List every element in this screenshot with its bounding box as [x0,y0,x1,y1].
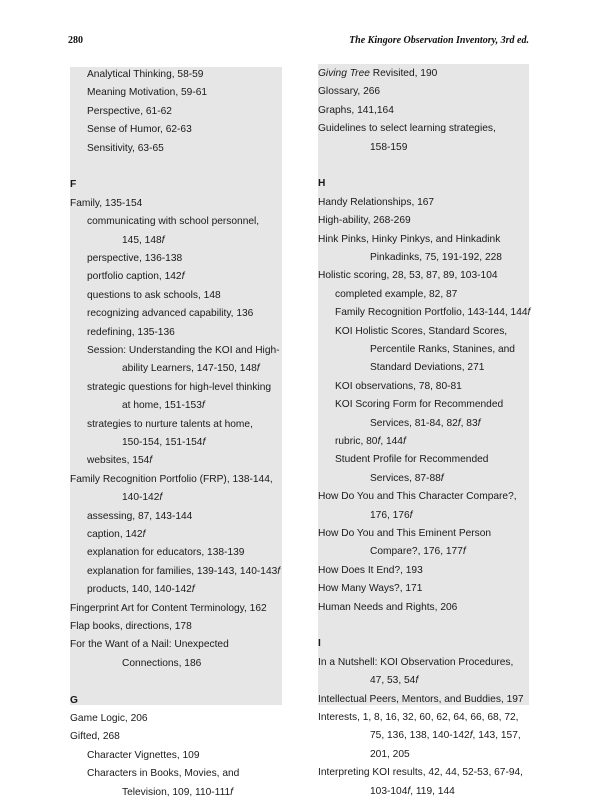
entry-italic-title: Giving Tree [318,68,370,79]
index-entry [70,658,201,670]
figure-marker: f [230,786,234,798]
entry-text: completed example, 82, 87 [335,288,458,300]
figure-marker: f [402,436,406,447]
index-entry [70,768,239,780]
entry-text: Analytical Thinking, 58-59 [87,69,204,80]
figure-marker: f [191,584,195,596]
entry-text: products, 140, 140-142 [87,584,192,596]
entry-text: 158-159 [370,141,408,153]
entry-text: at home, 151-153 [122,400,202,412]
entry-text: recognizing advanced capability, 136 [87,308,254,320]
entry-text: Intellectual Peers, Mentors, and Buddies, 197 [318,693,524,705]
index-entry [70,290,221,302]
index-entry [318,436,406,448]
index-entry [318,123,496,135]
entry-text: questions to ask schools, 148 [87,289,221,301]
index-entry [318,491,517,503]
figure-marker: f [477,417,481,429]
entry-text: Meaning Motivation, 59-61 [87,87,208,99]
figure-marker: f [201,400,205,412]
figure-marker: f [377,436,381,447]
entry-text: redefining, 135-136 [87,326,175,338]
figure-marker: f [161,234,165,246]
index-entry [70,511,192,523]
entry-text-tail: , 143, 157, [472,730,521,742]
entry-text: Sensitivity, 63-65 [87,142,164,154]
figure-marker: f [149,455,153,467]
index-entry [70,621,192,633]
index-entry [318,767,523,779]
entry-text: 201, 205 [370,748,410,760]
index-entry [70,639,229,651]
figure-marker: f [407,785,411,797]
entry-text: Session: Understanding the KOI and High- [87,345,280,356]
entry-text: Services, 81-84, 82 [370,417,458,429]
index-entry [70,455,152,467]
figure-marker: f [415,675,419,687]
entry-text: Family, 135-154 [70,197,143,209]
index-letter-heading [318,638,321,650]
entry-text: Game Logic, 206 [70,713,148,724]
entry-text: portfolio caption, 142 [87,271,182,283]
index-entry [70,345,280,357]
index-letter-heading [70,179,76,191]
index-entry [318,381,462,393]
entry-text: Sense of Humor, 62-63 [87,124,192,136]
index-entry [70,216,259,228]
entry-text: Compare?, 176, 177 [370,546,463,558]
entry-text: ability Learners, 147-150, 148 [122,363,257,375]
entry-text: Interpreting KOI results, 42, 44, 52-53, 67-94, [318,767,523,779]
entry-text: Perspective, 61-62 [87,105,172,117]
index-entry [318,362,484,374]
entry-text: Pinkadinks, 75, 191-192, 228 [370,252,502,263]
index-entry [318,215,411,227]
index-entry [70,308,253,320]
entry-text: High-ability, 268-269 [318,215,411,227]
entry-text: Guidelines to select learning strategies, [318,123,496,135]
index-entry [70,143,164,155]
entry-text: Glossary, 266 [318,86,381,98]
entry-text: Family Recognition Portfolio (FRP), 138-144, [70,473,273,485]
index-entry [318,326,507,338]
index-entry [70,566,280,578]
index-entry [318,528,491,540]
entry-text: Characters in Books, Movies, and [87,768,240,780]
index-column-left [70,67,282,798]
index-entry [318,565,423,577]
index-entry [318,583,422,595]
entry-text: For the Want of a Nail: Unexpected [70,639,229,651]
index-column-right [318,64,531,797]
figure-marker: f [277,565,281,577]
running-title: The Kingore Observation Inventory, 3rd ed. [349,35,529,46]
index-entry [318,86,380,98]
figure-marker: f [457,417,461,429]
entry-text: 145, 148 [122,234,162,246]
entry-text-tail: , 119, 144 [410,785,455,797]
index-letter-heading [70,695,78,707]
entry-text: Connections, 186 [122,657,202,669]
index-entry [318,546,466,558]
entry-text: assessing, 87, 143-144 [87,510,193,522]
index-entry [70,327,175,339]
figure-marker: f [527,307,531,319]
index-entry [70,713,148,725]
entry-text: Standard Deviations, 271 [370,362,485,374]
entry-text: H [318,178,326,190]
index-entry [318,344,515,356]
entry-text: Family Recognition Portfolio, 143-144, 144 [335,307,528,319]
entry-text: How Do You and This Character Compare?, [318,491,517,503]
index-entry [70,492,162,504]
index-entry [318,675,418,687]
entry-text: Revisited, 190 [369,68,438,79]
index-entry [70,787,233,799]
index-letter-heading [318,178,325,190]
entry-text: KOI observations, 78, 80-81 [335,380,462,392]
figure-marker: f [469,730,473,742]
entry-text: caption, 142 [87,529,143,540]
entry-text: communicating with school personnel, [87,216,260,228]
entry-text: 150-154, 151-154 [122,437,203,448]
figure-marker: f [159,492,163,504]
entry-text: How Many Ways?, 171 [318,583,423,595]
index-entry [70,584,195,596]
entry-text: Percentile Ranks, Stanines, and [370,344,515,355]
entry-text: Television, 109, 110-111 [122,786,231,798]
index-entry [70,198,142,210]
entry-text: websites, 154 [87,455,150,467]
index-entry [70,253,182,265]
index-entry [70,474,273,486]
index-entry [318,68,437,80]
index-entry [70,382,271,394]
entry-text: How Does It End?, 193 [318,564,423,576]
entry-text: 176, 176 [370,509,410,521]
entry-text: Gifted, 268 [70,731,120,743]
index-entry [70,271,184,283]
figure-marker: f [202,437,206,448]
index-entry [70,69,203,81]
index-entry [318,730,521,742]
entry-text: 47, 53, 54 [370,675,416,687]
entry-text: F [70,179,77,191]
entry-text: Handy Relationships, 167 [318,196,435,208]
figure-marker: f [256,363,260,375]
figure-marker: f [142,529,146,540]
entry-text: Fingerprint Art for Content Terminology, 162 [70,602,267,614]
index-entry [70,437,205,449]
index-entry [318,454,488,466]
entry-text: How Do You and This Eminent Person [318,528,492,539]
index-entry [318,602,457,614]
index-entry [318,473,444,485]
entry-text: Student Profile for Recommended [335,454,489,466]
index-entry [318,270,498,282]
entry-text: explanation for families, 139-143, 140-143 [87,565,278,577]
index-entry [70,235,165,247]
index-entry [70,603,267,615]
entry-text: 75, 136, 138, 140-142 [370,730,470,742]
index-entry [318,105,394,117]
entry-text: Character Vignettes, 109 [87,749,200,761]
figure-marker: f [462,546,466,558]
index-entry [318,712,519,724]
entry-text: In a Nutshell: KOI Observation Procedures, [318,656,514,668]
index-entry [318,657,513,669]
index-entry [318,289,457,301]
entry-text: I [318,638,321,650]
entry-text: Holistic scoring, 28, 53, 87, 89, 103-104 [318,270,498,282]
index-entry [318,694,524,706]
entry-text-tail: , 83 [460,417,478,429]
index-entry [318,399,503,411]
entry-text: perspective, 136-138 [87,253,183,264]
index-entry [318,142,407,154]
index-entry [70,750,200,762]
entry-text: strategic questions for high-level thinking [87,381,272,393]
index-entry [70,731,120,743]
figure-marker: f [440,472,444,484]
entry-text: explanation for educators, 138-139 [87,547,245,559]
index-entry [70,87,207,99]
entry-text: rubric, 80 [335,436,378,447]
index-entry [70,547,244,559]
entry-text: Graphs, 141,164 [318,104,394,116]
index-entry [318,749,410,761]
entry-text: 140-142 [122,492,160,504]
index-entry [70,106,172,118]
index-entry [318,307,530,319]
index-entry [318,197,434,209]
index-entry [318,234,500,246]
entry-text: G [70,694,78,706]
index-entry [70,400,205,412]
page-number: 280 [68,35,83,46]
index-entry [318,252,502,264]
entry-text: Interests, 1, 8, 16, 32, 60, 62, 64, 66, 68, 72, [318,712,519,723]
index-entry [70,419,253,431]
index-entry [70,529,145,541]
index-entry [318,418,480,430]
figure-marker: f [181,271,185,283]
entry-text: Human Needs and Rights, 206 [318,601,458,613]
entry-text: 103-104 [370,785,408,797]
index-entry [70,363,260,375]
entry-text: Hink Pinks, Hinky Pinkys, and Hinkadink [318,233,501,245]
index-entry [318,786,455,798]
entry-text: KOI Holistic Scores, Standard Scores, [335,325,508,337]
entry-text: Flap books, directions, 178 [70,621,192,632]
index-entry [70,124,192,136]
figure-marker: f [409,509,413,521]
entry-text: KOI Scoring Form for Recommended [335,399,504,411]
entry-text: strategies to nurture talents at home, [87,418,253,430]
entry-text-tail: , 144 [380,436,403,447]
entry-text: Services, 87-88 [370,472,441,484]
index-entry [318,510,413,522]
